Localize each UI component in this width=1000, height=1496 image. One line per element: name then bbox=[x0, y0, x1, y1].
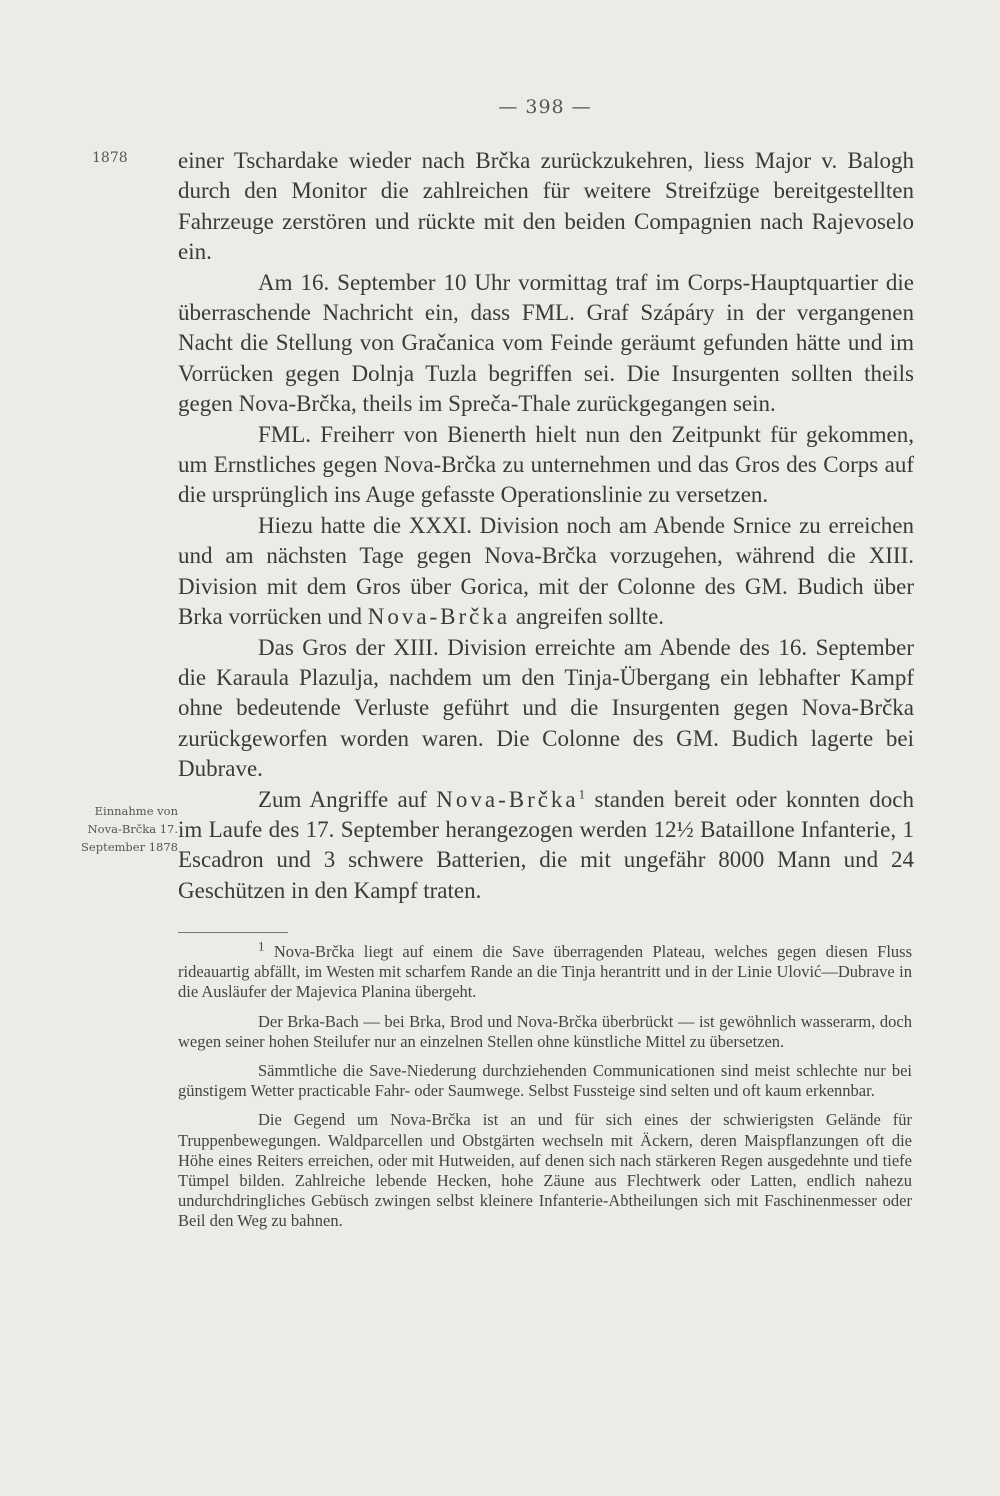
margin-note-line: September 1878 bbox=[81, 840, 178, 854]
main-text bbox=[178, 146, 914, 906]
footnote-text: Nova-Brčka liegt auf einem die Save überragenden Plateau, welches gegen diesen Fluss rideauartig abfällt, im Westen mit scharfem Rande an die Tinja herantritt und in der Linie Ulović—Dubrave in die Ausläufer der Majevica Planina übergeht. bbox=[178, 942, 912, 1002]
paragraph-text: standen bereit oder konnten doch im Laufe des 17. September herangezogen werden 12½ Bataillone Infanterie, 1 Escadron und 3 schwere Batterien, die mit ungefähr 8000 Mann und 24 Geschützen in den Kampf traten. bbox=[178, 786, 914, 903]
paragraph: Das Gros der XIII. Division erreichte am Abende des 16. September die Karaula Plazulja, nachdem um den Tinja-Übergang ein lebhafter Kampf ohne bedeutende Verluste geführt und die Insurgenten gegen Nova-Brčka zurückgeworfen worden waren. Die Colonne des GM. Budich lagerte bei Dubrave. bbox=[178, 634, 914, 782]
spaced-place-name: Nova-Brčka bbox=[436, 786, 579, 812]
page-number: — 398 — bbox=[498, 96, 592, 118]
paragraph bbox=[178, 511, 914, 633]
footnote-rule bbox=[178, 932, 288, 933]
footnotes bbox=[178, 938, 912, 1241]
paragraph-text: Zum Angriffe auf bbox=[258, 786, 427, 812]
margin-year: 1878 bbox=[92, 150, 128, 166]
footnote-marker: 1 bbox=[578, 785, 586, 801]
paragraph bbox=[178, 785, 914, 907]
paragraph-text: Hiezu hatte die XXXI. Division noch am Abende Srnice zu erreichen und am nächsten Tage gegen Nova-Brčka vorzugehen, während die XIII. Division mit dem Gros über Gorica, mit der Colonne des GM. Budich über Brka vorrücken und bbox=[178, 512, 914, 630]
paragraph-text: angreifen sollte. bbox=[515, 604, 665, 630]
paragraph: einer Tschardake wieder nach Brčka zurückzukehren, liess Major v. Balogh durch den Monitor die zahlreichen für weitere Streifzüge bereitgestellten Fahrzeuge zerstören und rückte mit den beiden Compagnien nach Rajevoselo ein. bbox=[178, 148, 914, 265]
paragraph: Am 16. September 10 Uhr vormittag traf im Corps-Hauptquartier die überraschende Nachricht ein, dass FML. Graf Szápáry in der vergangenen Nacht die Stellung von Gračanica vom Feinde geräumt gefunden hätte und im Vorrücken gegen Dolnja Tuzla begriffen sei. Die Insurgenten sollten theils gegen Nova-Brčka, theils im Spreča-Thale zurückgegangen sein. bbox=[178, 269, 914, 417]
margin-note-line: Nova-Brčka 17. bbox=[87, 822, 178, 836]
footnote-number: 1 bbox=[258, 938, 265, 954]
footnote bbox=[178, 938, 912, 1003]
spaced-place-name: Nova-Brčka bbox=[367, 604, 511, 630]
margin-note-line: Einnahme von bbox=[94, 804, 178, 818]
margin-note bbox=[50, 802, 178, 856]
paragraph: FML. Freiherr von Bienerth hielt nun den Zeitpunkt für gekommen, um Ernstliches gegen Nova-Brčka zu unternehmen und das Gros des Corps auf die ursprünglich ins Auge gefasste Operationslinie zu versetzen. bbox=[178, 421, 914, 508]
footnote-paragraph: Die Gegend um Nova-Brčka ist an und für sich eines der schwierigsten Gelände für Truppenbewegungen. Waldparcellen und Obstgärten wechseln mit Äckern, deren Maispflanzungen oft die Höhe eines Reiters erreichen, oder mit Hutweiden, auf denen sich nach stärkeren Regen ausgedehnte und tiefe Tümpel bilden. Zahlreiche lebende Hecken, hohe Zäune aus Flechtwerk oder Latten, endlich nahezu undurchdringliches Gebüsch zwingen selbst kleinere Infanterie-Abtheilungen sich mit Faschinenmesser oder Beil den Weg zu bahnen. bbox=[178, 1110, 912, 1231]
footnote-paragraph: Der Brka-Bach — bei Brka, Brod und Nova-Brčka überbrückt — ist gewöhnlich wasserarm, doch wegen seiner hohen Steilufer nur an einzelnen Stellen ohne künstliche Mittel zu übersetzen. bbox=[178, 1011, 912, 1051]
footnote-paragraph: Sämmtliche die Save-Niederung durchziehenden Communicationen sind meist schlechte nur bei günstigem Wetter practicable Fahr- oder Saumwege. Selbst Fussteige sind selten und oft kaum erkennbar. bbox=[178, 1061, 912, 1101]
